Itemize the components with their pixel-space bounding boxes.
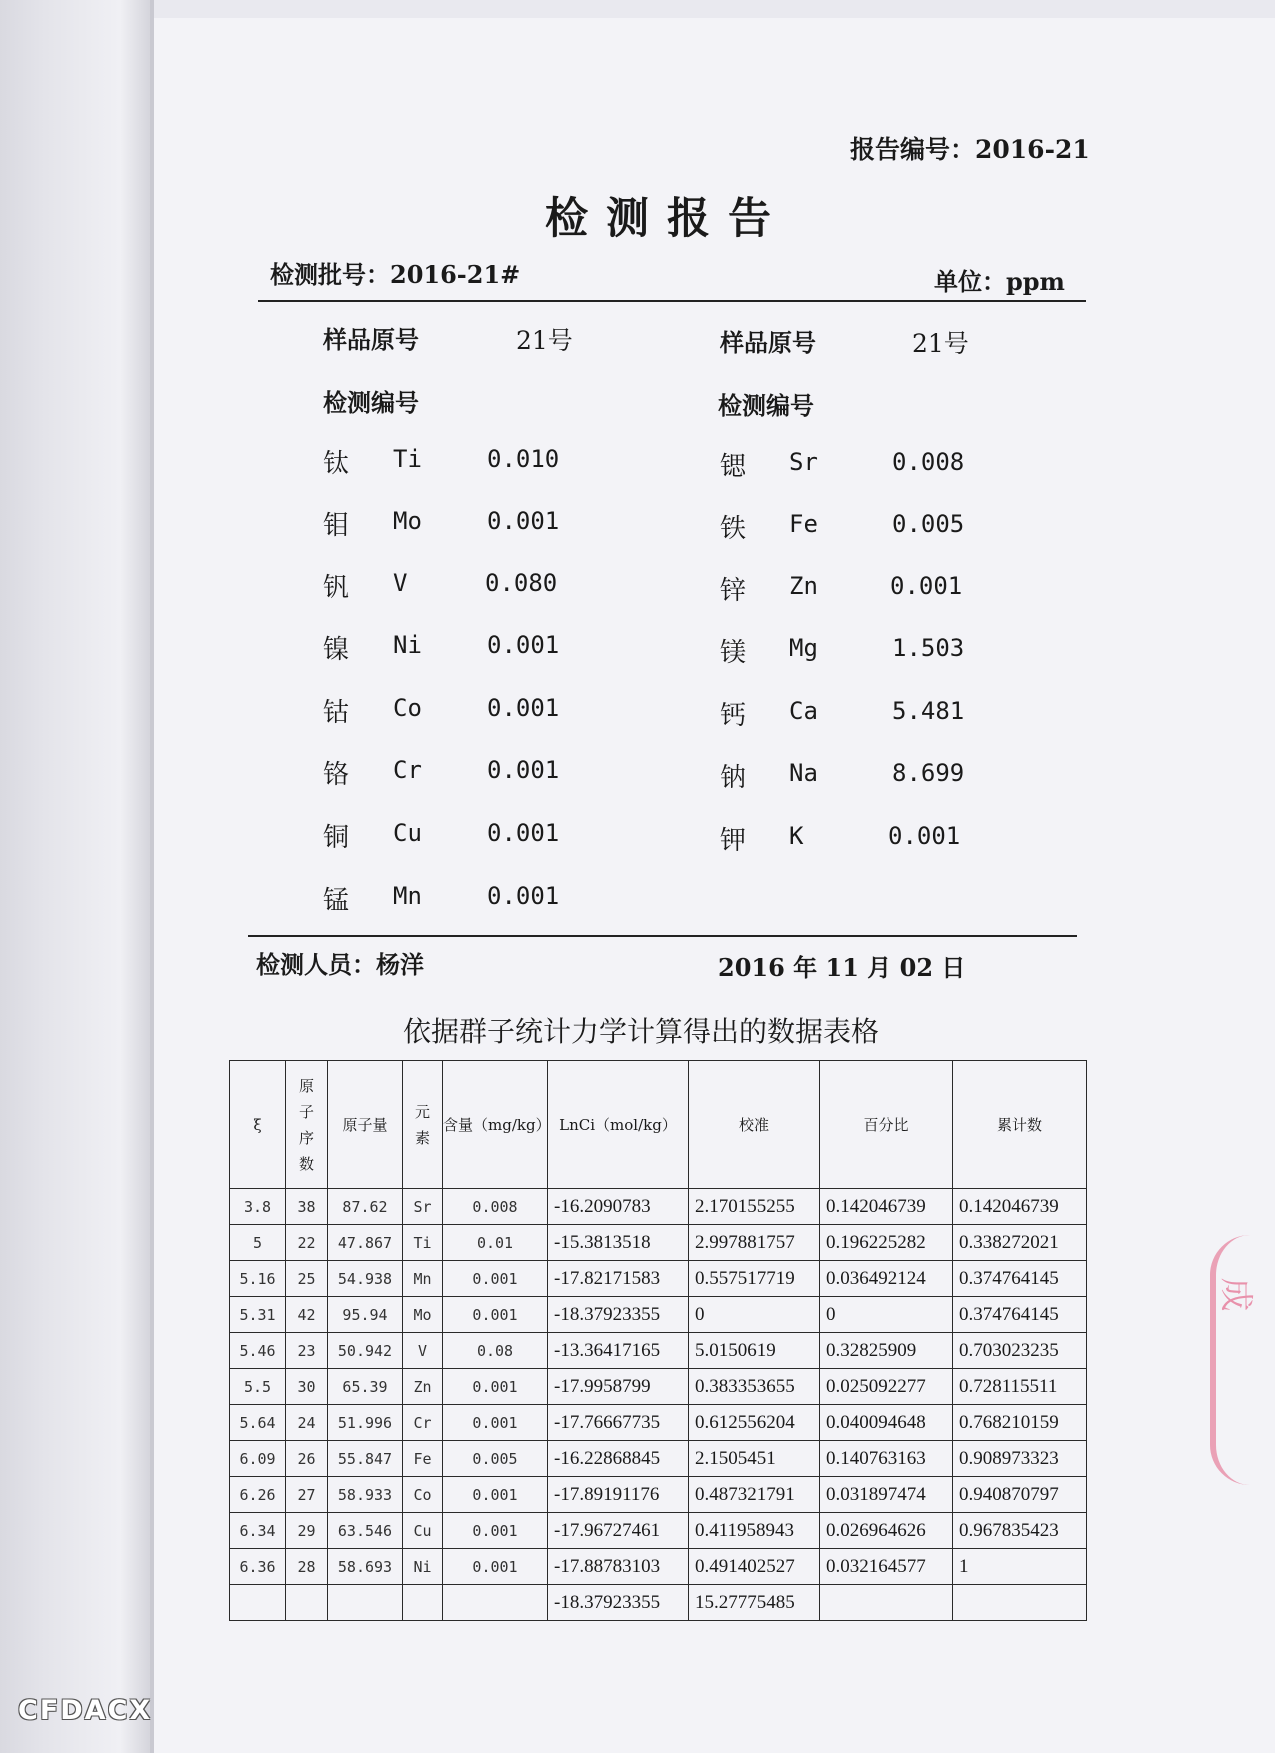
element-value: 0.001 [487,631,560,659]
table-cell: 0.908973323 [953,1441,1087,1477]
inspector: 检测人员：杨洋 [256,950,424,979]
report-title: 检测报告 [545,194,789,244]
table-row [230,1477,1087,1513]
table-body [230,1189,1087,1621]
header-atomic-weight: 原子量 [328,1061,403,1189]
table-header-row [230,1061,1087,1189]
element-value: 1.503 [892,634,965,662]
table-cell: 87.62 [328,1189,403,1225]
table-cell: 54.938 [328,1261,403,1297]
table-cell: 0.001 [443,1513,548,1549]
table-cell: -17.88783103 [548,1549,689,1585]
element-cn: 镍 [323,635,350,665]
element-symbol: Ti [393,445,422,473]
element-cn: 钴 [323,698,350,728]
element-symbol: V [393,569,408,597]
header-calibration: 校准 [689,1061,820,1189]
table-row [230,1333,1087,1369]
element-cn: 锌 [720,576,747,606]
element-symbol: K [789,822,804,850]
element-cn: 铁 [720,514,747,544]
element-value: 0.010 [487,445,560,473]
table-cell: 0.411958943 [689,1513,820,1549]
table-cell: 5.31 [230,1297,286,1333]
table-cell: 2.997881757 [689,1225,820,1261]
table-cell: 0.005 [443,1441,548,1477]
table-cell: 0.32825909 [820,1333,953,1369]
table-cell: 0.940870797 [953,1477,1087,1513]
table-cell [286,1585,328,1621]
table-row [230,1405,1087,1441]
table-cell: 22 [286,1225,328,1261]
element-cn: 钼 [323,511,350,541]
header-content: 含量（mg/kg） [443,1061,548,1189]
table-cell: 0.008 [443,1189,548,1225]
table-cell: 63.546 [328,1513,403,1549]
table-cell: 0.612556204 [689,1405,820,1441]
data-table [229,1060,1087,1621]
table-cell: Cr [403,1405,443,1441]
table-cell: 0.001 [443,1477,548,1513]
table-row [230,1513,1087,1549]
element-symbol: Ca [789,697,818,725]
table-cell: 0.032164577 [820,1549,953,1585]
table-cell: -17.96727461 [548,1513,689,1549]
element-cn: 铬 [323,760,350,790]
element-value: 0.005 [892,510,965,538]
table-cell: 5.64 [230,1405,286,1441]
table-row [230,1369,1087,1405]
table-cell [953,1585,1087,1621]
table-cell: 0.703023235 [953,1333,1087,1369]
table-cell: Co [403,1477,443,1513]
table-cell: 0.025092277 [820,1369,953,1405]
element-value: 0.008 [892,448,965,476]
table-cell: 2.170155255 [689,1189,820,1225]
table-cell: 0.967835423 [953,1513,1087,1549]
table-cell [820,1585,953,1621]
table-cell: -17.9958799 [548,1369,689,1405]
table-row [230,1441,1087,1477]
table-cell: 29 [286,1513,328,1549]
table-cell: 0.487321791 [689,1477,820,1513]
batch-number: 检测批号：2016-21# [270,260,521,289]
table-cell: 6.36 [230,1549,286,1585]
table-cell: -18.37923355 [548,1585,689,1621]
table-row [230,1549,1087,1585]
header-lnci: LnCi（mol/kg） [548,1061,689,1189]
table-cell: 51.996 [328,1405,403,1441]
element-value: 0.001 [487,507,560,535]
table-cell: 0.026964626 [820,1513,953,1549]
table-cell: 5 [230,1225,286,1261]
table-cell: Mn [403,1261,443,1297]
element-value: 5.481 [892,697,965,725]
table-cell: 5.0150619 [689,1333,820,1369]
table-cell: 0.728115511 [953,1369,1087,1405]
table-cell: Sr [403,1189,443,1225]
table-cell: 0.140763163 [820,1441,953,1477]
table-cell: 26 [286,1441,328,1477]
table-cell: -16.2090783 [548,1189,689,1225]
table-cell: 5.16 [230,1261,286,1297]
table-cell: 1 [953,1549,1087,1585]
table-cell [230,1585,286,1621]
table-cell: 0.001 [443,1549,548,1585]
table-cell: Ti [403,1225,443,1261]
table-cell: 6.26 [230,1477,286,1513]
sample-orig-value-right: 21号 [912,329,969,358]
element-value: 8.699 [892,759,965,787]
table-cell: 0.383353655 [689,1369,820,1405]
table-cell: Mo [403,1297,443,1333]
header-percentage: 百分比 [820,1061,953,1189]
table-cell: 6.09 [230,1441,286,1477]
table-cell [403,1585,443,1621]
table-cell: 0 [820,1297,953,1333]
unit-label: 单位：ppm [934,267,1065,296]
table-cell: -17.89191176 [548,1477,689,1513]
stamp-text: 成 [1215,1277,1256,1312]
table-row [230,1189,1087,1225]
table-cell: 5.5 [230,1369,286,1405]
table-row [230,1585,1087,1621]
table-row [230,1225,1087,1261]
header-cumulative: 累计数 [953,1061,1087,1189]
table-cell: 47.867 [328,1225,403,1261]
element-value: 0.080 [485,569,558,597]
table-title: 依据群子统计力学计算得出的数据表格 [403,1015,880,1048]
test-code-label-left: 检测编号 [323,388,419,417]
table-cell: 0.768210159 [953,1405,1087,1441]
element-cn: 锶 [720,452,747,482]
element-cn: 镁 [720,638,747,668]
table-cell: 50.942 [328,1333,403,1369]
table-cell: 0.08 [443,1333,548,1369]
element-cn: 铜 [323,823,350,853]
sample-orig-label-left: 样品原号 [323,325,419,354]
header-atomic-number: 原子序数 [286,1061,328,1189]
element-symbol: Mn [393,882,422,910]
table-cell: 0.001 [443,1297,548,1333]
element-symbol: Mo [393,507,422,535]
table-cell: 0.001 [443,1405,548,1441]
report-date: 2016 年 11 月 02 日 [718,953,966,982]
sample-orig-value-left: 21号 [516,326,573,355]
table-cell: 27 [286,1477,328,1513]
table-cell: 38 [286,1189,328,1225]
table-cell: 28 [286,1549,328,1585]
table-cell: 6.34 [230,1513,286,1549]
table-cell: Fe [403,1441,443,1477]
header-rule [258,300,1086,302]
table-cell [328,1585,403,1621]
element-symbol: Mg [789,634,818,662]
table-cell: 58.933 [328,1477,403,1513]
watermark: CFDACX [18,1695,153,1726]
element-symbol: Na [789,759,818,787]
table-cell: 0.196225282 [820,1225,953,1261]
table-cell: 2.1505451 [689,1441,820,1477]
table-cell: 24 [286,1405,328,1441]
table-cell: 0.001 [443,1369,548,1405]
table-cell: 25 [286,1261,328,1297]
element-value: 0.001 [888,822,961,850]
table-cell: 0.031897474 [820,1477,953,1513]
table-cell: Cu [403,1513,443,1549]
element-value: 0.001 [487,756,560,784]
table-cell: 3.8 [230,1189,286,1225]
table-cell: 0.142046739 [953,1189,1087,1225]
element-value: 0.001 [890,572,963,600]
sample-orig-label-right: 样品原号 [720,328,816,357]
header-xi: ξ [230,1061,286,1189]
element-symbol: Cr [393,756,422,784]
table-cell: 0.557517719 [689,1261,820,1297]
element-symbol: Fe [789,510,818,538]
element-cn: 钙 [720,701,747,731]
table-cell: -13.36417165 [548,1333,689,1369]
table-cell: 65.39 [328,1369,403,1405]
table-cell: 0.01 [443,1225,548,1261]
table-cell: 0.374764145 [953,1297,1087,1333]
element-cn: 钠 [720,763,747,793]
table-cell: -18.37923355 [548,1297,689,1333]
red-stamp [1210,1235,1275,1485]
table-cell: 0.142046739 [820,1189,953,1225]
table-cell: -16.22868845 [548,1441,689,1477]
table-cell: 0.374764145 [953,1261,1087,1297]
report-number: 报告编号：2016-21 [850,135,1090,164]
table-cell: 15.27775485 [689,1585,820,1621]
element-symbol: Ni [393,631,422,659]
table-row [230,1261,1087,1297]
book-spine [0,0,153,1753]
table-cell: 0 [689,1297,820,1333]
test-code-label-right: 检测编号 [718,391,814,420]
element-symbol: Zn [789,572,818,600]
table-cell: -17.76667735 [548,1405,689,1441]
table-cell: -17.82171583 [548,1261,689,1297]
table-cell: 58.693 [328,1549,403,1585]
table-cell: Zn [403,1369,443,1405]
table-cell: 0.040094648 [820,1405,953,1441]
header-element: 元素 [403,1061,443,1189]
element-cn: 钾 [720,826,747,856]
table-cell: 0.036492124 [820,1261,953,1297]
element-symbol: Co [393,694,422,722]
table-cell: 0.001 [443,1261,548,1297]
footer-rule [248,935,1077,937]
table-cell: 30 [286,1369,328,1405]
table-row [230,1297,1087,1333]
table-cell: 23 [286,1333,328,1369]
table-cell: 55.847 [328,1441,403,1477]
table-cell [443,1585,548,1621]
table-cell: 5.46 [230,1333,286,1369]
element-cn: 钛 [323,449,350,479]
element-symbol: Cu [393,819,422,847]
table-cell: 0.491402527 [689,1549,820,1585]
element-value: 0.001 [487,882,560,910]
table-cell: 0.338272021 [953,1225,1087,1261]
table-cell: -15.3813518 [548,1225,689,1261]
element-symbol: Sr [789,448,818,476]
element-cn: 锰 [323,886,350,916]
element-value: 0.001 [487,819,560,847]
table-cell: 95.94 [328,1297,403,1333]
element-value: 0.001 [487,694,560,722]
element-cn: 钒 [323,573,350,603]
table-cell: 42 [286,1297,328,1333]
table-cell: V [403,1333,443,1369]
table-cell: Ni [403,1549,443,1585]
